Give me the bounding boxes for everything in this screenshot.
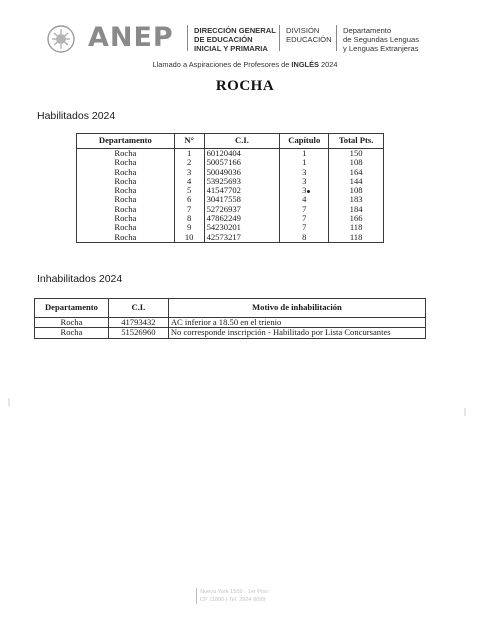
table-cell: Rocha [35, 328, 109, 338]
table-cell: 183 [329, 195, 384, 204]
dgeip-label: DIRECCIÓN GENERAL DE EDUCACIÓN INICIAL Y PRIMARIA [194, 26, 276, 53]
table-cell: 41547702 [204, 186, 280, 195]
table-cell: 3 [280, 168, 329, 177]
table-row [35, 318, 426, 328]
table-cell: 8 [174, 214, 204, 223]
table-cell: 30417558 [204, 195, 280, 204]
table-cell: 7 [280, 205, 329, 214]
anep-seal-icon [44, 24, 78, 54]
table-cell: 52726937 [204, 205, 280, 214]
table-cell: Rocha [77, 177, 175, 186]
table-cell: 184 [329, 205, 384, 214]
scan-artifact [8, 398, 10, 406]
table-cell: Rocha [35, 318, 109, 328]
table-cell: 41793432 [108, 318, 168, 328]
column-header: Departamento [35, 299, 109, 318]
table-cell: 3 [280, 186, 329, 195]
column-header: Capítulo [280, 134, 329, 149]
table-row [35, 328, 426, 338]
table-cell: 60120404 [204, 149, 280, 159]
division-label: DIVISIÓN EDUCACIÓN [286, 26, 332, 44]
header-divider [187, 25, 188, 51]
scan-artifact [464, 408, 466, 416]
table-cell: 53925693 [204, 177, 280, 186]
table-cell: 51526960 [108, 328, 168, 338]
table-cell: Rocha [77, 186, 175, 195]
table-cell: Rocha [77, 149, 175, 159]
table-cell: Rocha [77, 205, 175, 214]
stray-mark [307, 190, 310, 193]
table-cell: Rocha [77, 233, 175, 243]
table-cell: 108 [329, 186, 384, 195]
page-title: ROCHA [215, 78, 275, 94]
table-cell: AC inferior a 18.50 en el trienio [168, 318, 425, 328]
column-header: C.I. [204, 134, 280, 149]
column-header: N° [174, 134, 204, 149]
table-cell: Rocha [77, 214, 175, 223]
habilitados-heading: Habilitados 2024 [37, 110, 116, 122]
table-cell: 1 [280, 158, 329, 167]
habilitados-table [76, 133, 384, 243]
table-cell: 6 [174, 195, 204, 204]
table-cell: 118 [329, 233, 384, 243]
table-cell: Rocha [77, 158, 175, 167]
column-header: Motivo de inhabilitación [168, 299, 425, 318]
table-cell: Rocha [77, 223, 175, 232]
table-cell: 3 [280, 177, 329, 186]
letterhead [44, 22, 444, 56]
column-header: C.I. [108, 299, 168, 318]
table-cell: 2 [174, 158, 204, 167]
header-divider [336, 25, 337, 51]
inhabilitados-table [34, 298, 426, 339]
table-cell: 1 [174, 149, 204, 159]
table-cell: 8 [280, 233, 329, 243]
table-cell: 150 [329, 149, 384, 159]
table-cell: 7 [280, 223, 329, 232]
table-cell: 10 [174, 233, 204, 243]
table-cell: 108 [329, 158, 384, 167]
header-divider [279, 25, 280, 51]
department-label: Departamento de Segundas Lenguas y Lenguas Extranjeras [343, 26, 420, 53]
table-cell: 164 [329, 168, 384, 177]
table-cell: 7 [280, 214, 329, 223]
table-cell: 4 [174, 177, 204, 186]
table-cell: No corresponde inscripción - Habilitado por Lista Concursantes [168, 328, 425, 338]
call-subtitle: Llamado a Aspiraciones de Profesores de INGLÉS 2024 [152, 60, 338, 69]
table-cell: 3 [174, 168, 204, 177]
table-cell: 118 [329, 223, 384, 232]
table-cell: 166 [329, 214, 384, 223]
table-cell: 42573217 [204, 233, 280, 243]
table-cell: 7 [174, 205, 204, 214]
table-cell: 5 [174, 186, 204, 195]
column-header: Departamento [77, 134, 175, 149]
table-header-row [77, 134, 384, 149]
table-cell: 1 [280, 149, 329, 159]
table-header-row [35, 299, 426, 318]
table-cell: 9 [174, 223, 204, 232]
table-cell: 50057166 [204, 158, 280, 167]
brand-name: ANEP [88, 22, 174, 53]
table-cell: 47862249 [204, 214, 280, 223]
table-cell: 50049036 [204, 168, 280, 177]
inhabilitados-heading: Inhabilitados 2024 [37, 273, 123, 285]
footer-address: Nueva York 1559 · 1er Piso CP 11800 | Tel. 2924 8699 [196, 588, 268, 604]
table-cell: 144 [329, 177, 384, 186]
table-cell: Rocha [77, 195, 175, 204]
column-header: Total Pts. [329, 134, 384, 149]
table-row [77, 233, 384, 243]
table-cell: 4 [280, 195, 329, 204]
table-cell: 54230201 [204, 223, 280, 232]
table-cell: Rocha [77, 168, 175, 177]
